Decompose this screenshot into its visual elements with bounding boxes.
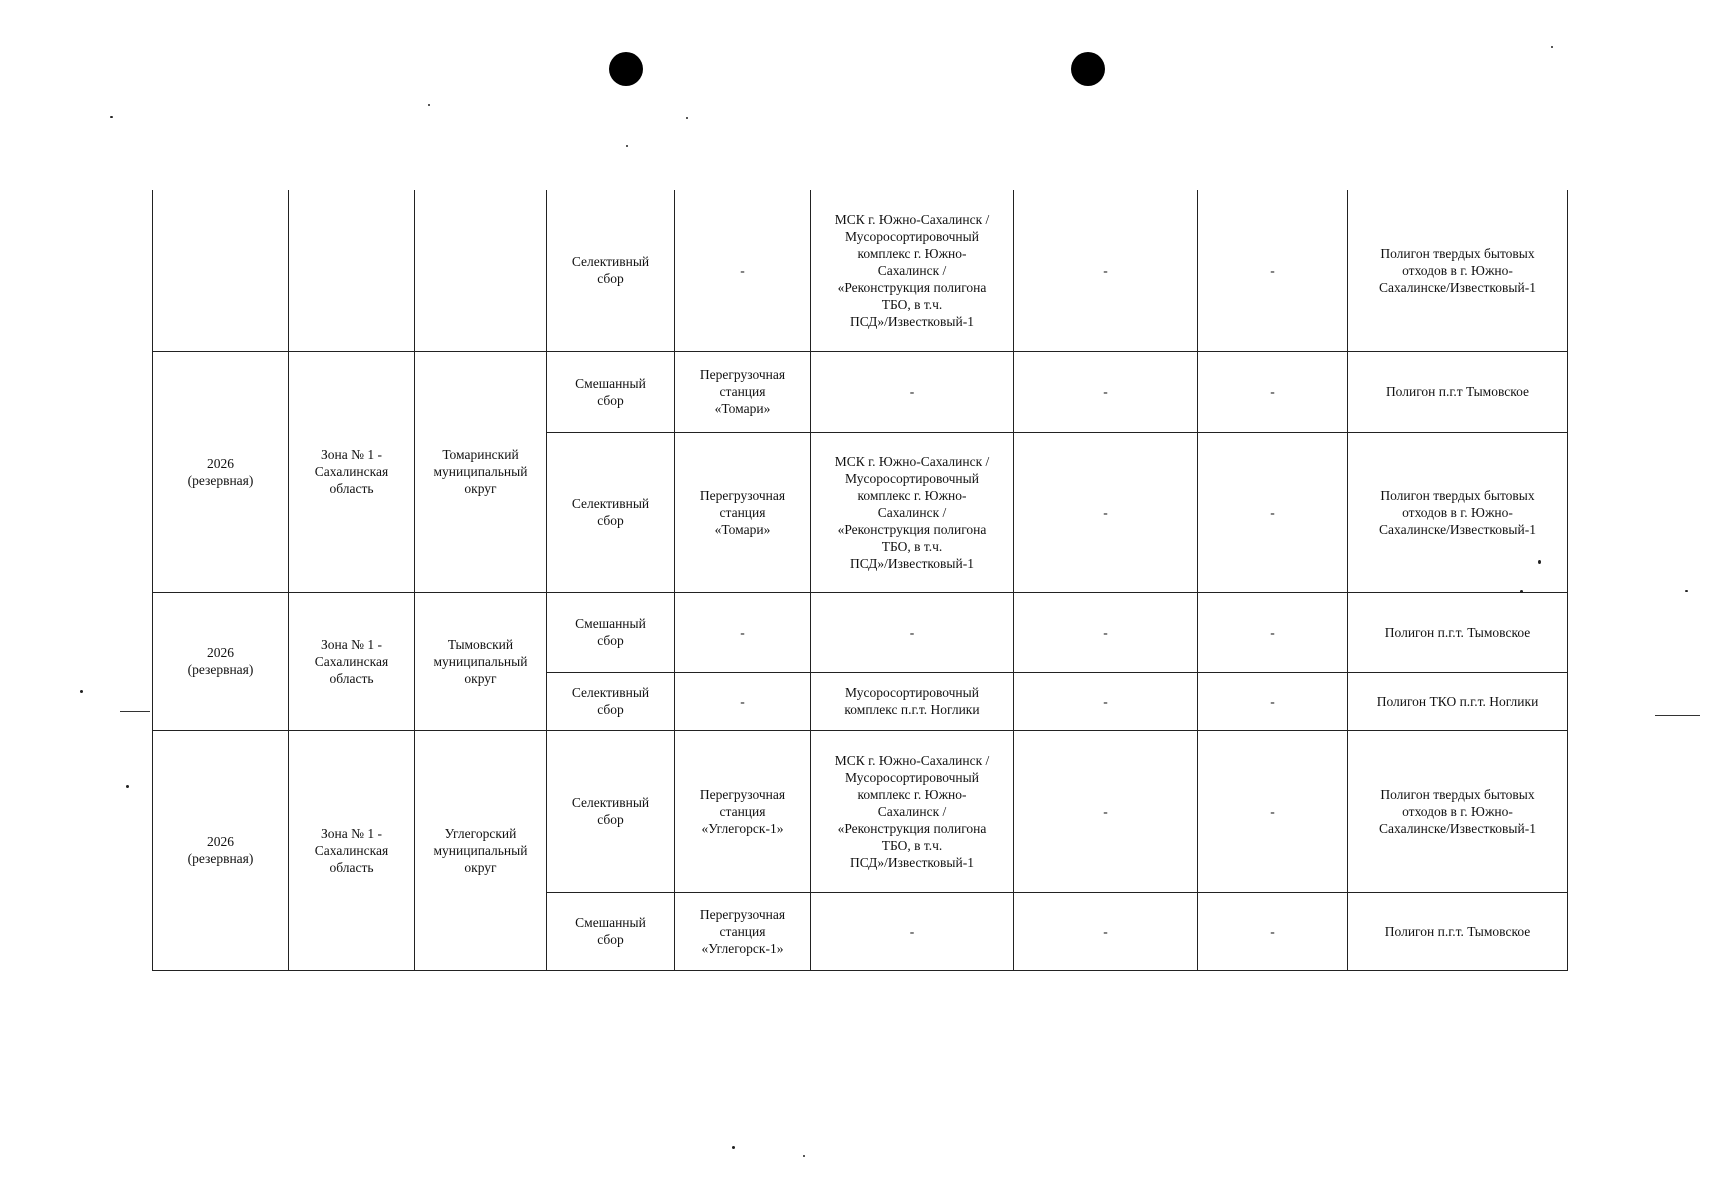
disposal-site-cell: Полигон твердых бытовых отходов в г. Южно- Сахалинске/Известковый-1 [1348,432,1568,592]
empty-value-cell: - [1198,190,1348,351]
district-cell: Томаринский муниципальный округ [415,351,547,592]
zone-cell: Зона № 1 - Сахалинская область [289,730,415,970]
transfer-station-cell: Перегрузочная станция «Томари» [675,351,811,432]
processing-facility-cell: МСК г. Южно-Сахалинск / Мусоросортировочный комплекс г. Южно- Сахалинск / «Реконструкция полигона ТБО, в т.ч. ПСД»/Известковый-1 [811,190,1014,351]
transfer-station-cell: Перегрузочная станция «Углегорск-1» [675,892,811,970]
punch-hole-left [609,52,643,86]
empty-value-cell: - [1198,730,1348,892]
empty-value-cell: - [1014,432,1198,592]
scan-speck [110,116,113,118]
disposal-site-cell: Полигон твердых бытовых отходов в г. Южно- Сахалинске/Известковый-1 [1348,730,1568,892]
scan-speck [80,690,83,693]
table-row [153,592,1568,672]
scan-speck [803,1155,805,1157]
scan-speck [1685,590,1688,592]
empty-value-cell: - [1198,592,1348,672]
collection-method-cell: Селективный сбор [547,730,675,892]
year-cell: 2026 (резервная) [153,592,289,730]
scan-speck [126,785,129,788]
processing-facility-cell: - [811,351,1014,432]
transfer-station-cell: Перегрузочная станция «Томари» [675,432,811,592]
empty-value-cell: - [1014,730,1198,892]
disposal-site-cell: Полигон п.г.т Тымовское [1348,351,1568,432]
transfer-station-cell: - [675,672,811,730]
empty-value-cell: - [1014,672,1198,730]
district-cell: Углегорский муниципальный округ [415,730,547,970]
punch-hole-right [1071,52,1105,86]
year-cell: 2026 (резервная) [153,351,289,592]
zone-cell: Зона № 1 - Сахалинская область [289,592,415,730]
district-cell: Тымовский муниципальный округ [415,592,547,730]
table-row [153,730,1568,892]
empty-value-cell: - [1014,892,1198,970]
collection-method-cell: Смешанный сбор [547,892,675,970]
empty-value-cell: - [1198,351,1348,432]
scan-speck [428,104,430,106]
collection-method-cell: Селективный сбор [547,672,675,730]
scan-speck [1551,46,1553,48]
empty-value-cell: - [1014,190,1198,351]
empty-value-cell: - [1198,892,1348,970]
district-cell [415,190,547,351]
scan-edge-line [1655,715,1700,716]
year-cell [153,190,289,351]
scan-speck [732,1146,735,1149]
processing-facility-cell: МСК г. Южно-Сахалинск / Мусоросортировочный комплекс г. Южно- Сахалинск / «Реконструкция полигона ТБО, в т.ч. ПСД»/Известковый-1 [811,432,1014,592]
zone-cell [289,190,415,351]
zone-cell: Зона № 1 - Сахалинская область [289,351,415,592]
collection-method-cell: Селективный сбор [547,432,675,592]
processing-facility-cell: МСК г. Южно-Сахалинск / Мусоросортировочный комплекс г. Южно- Сахалинск / «Реконструкция полигона ТБО, в т.ч. ПСД»/Известковый-1 [811,730,1014,892]
collection-method-cell: Смешанный сбор [547,592,675,672]
empty-value-cell: - [1198,672,1348,730]
disposal-site-cell: Полигон п.г.т. Тымовское [1348,592,1568,672]
table-row [153,351,1568,432]
processing-facility-cell: - [811,892,1014,970]
disposal-site-cell: Полигон ТКО п.г.т. Ноглики [1348,672,1568,730]
scan-edge-line [120,711,150,712]
disposal-site-cell: Полигон п.г.т. Тымовское [1348,892,1568,970]
collection-method-cell: Смешанный сбор [547,351,675,432]
waste-management-table [152,190,1568,971]
collection-method-cell: Селективный сбор [547,190,675,351]
scan-speck [686,117,688,119]
year-cell: 2026 (резервная) [153,730,289,970]
scan-speck [626,145,628,147]
transfer-station-cell: - [675,592,811,672]
empty-value-cell: - [1014,351,1198,432]
processing-facility-cell: Мусоросортировочный комплекс п.г.т. Ноглики [811,672,1014,730]
transfer-station-cell: Перегрузочная станция «Углегорск-1» [675,730,811,892]
transfer-station-cell: - [675,190,811,351]
empty-value-cell: - [1014,592,1198,672]
table-row [153,190,1568,351]
disposal-site-cell: Полигон твердых бытовых отходов в г. Южно- Сахалинске/Известковый-1 [1348,190,1568,351]
empty-value-cell: - [1198,432,1348,592]
processing-facility-cell: - [811,592,1014,672]
